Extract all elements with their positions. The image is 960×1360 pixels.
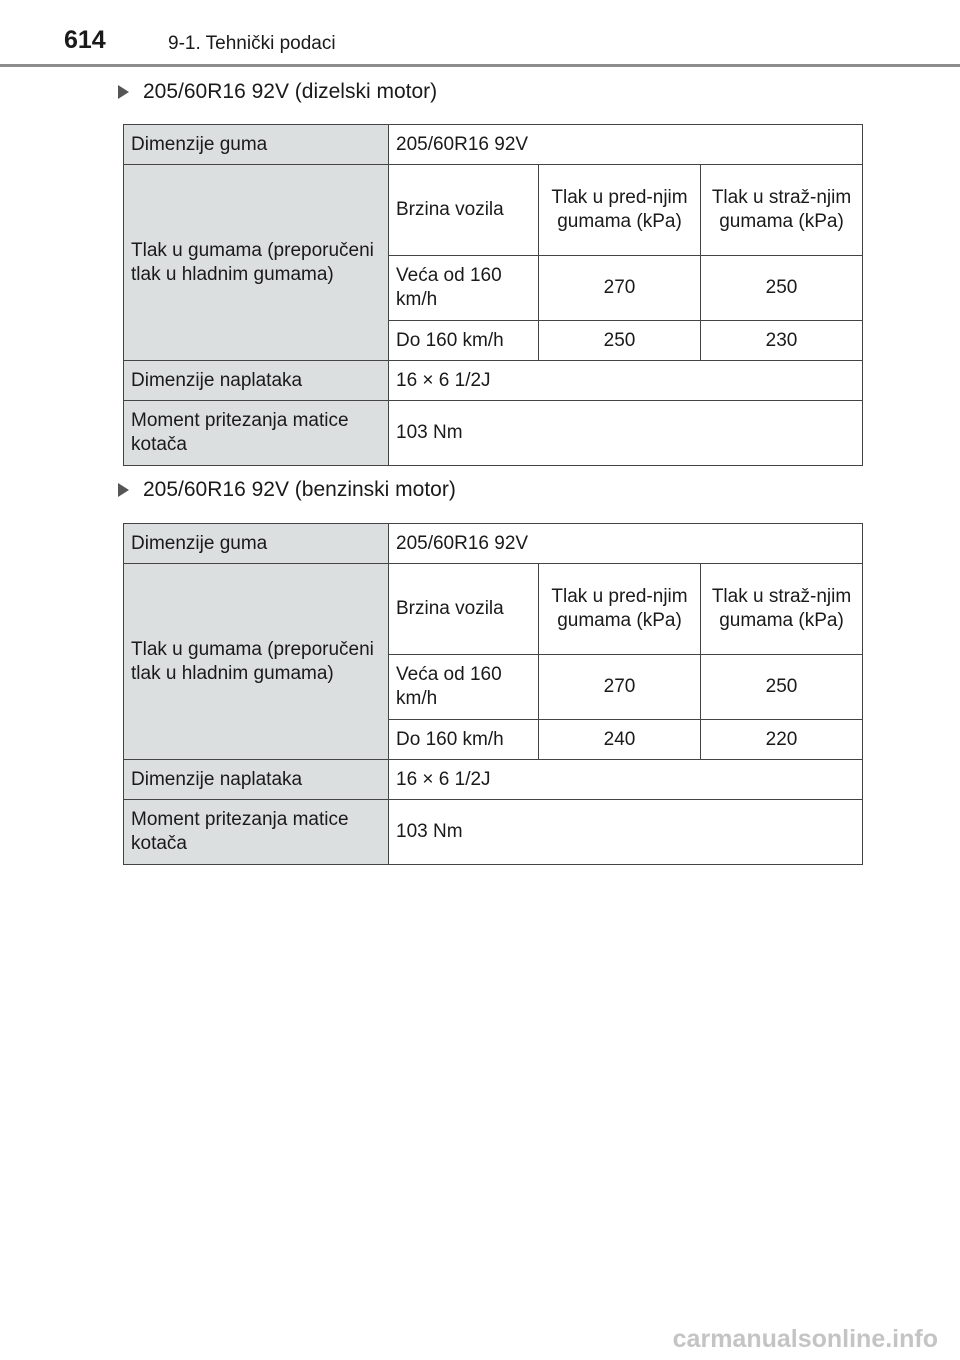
front-pressure-value: 270: [539, 256, 701, 321]
torque-label: Moment pritezanja matice kotača: [124, 800, 389, 865]
speed-value: Do 160 km/h: [389, 321, 539, 361]
header-divider: [0, 64, 960, 67]
rear-pressure-header: Tlak u straž-njim gumama (kPa): [701, 564, 863, 655]
tire-spec-table-petrol: [123, 523, 863, 865]
tire-size-label: Dimenzije guma: [124, 125, 389, 165]
rim-size-label: Dimenzije naplataka: [124, 361, 389, 401]
rear-pressure-value: 220: [701, 720, 863, 760]
table-heading-petrol: [118, 478, 456, 502]
table-row: [124, 361, 863, 401]
page-number: 614: [64, 26, 106, 54]
rim-size-value: 16 × 6 1/2J: [389, 760, 863, 800]
table-heading-text: 205/60R16 92V (benzinski motor): [143, 478, 456, 501]
table-row: [124, 760, 863, 800]
tire-size-value: 205/60R16 92V: [389, 125, 863, 165]
front-pressure-value: 270: [539, 655, 701, 720]
pressure-label: Tlak u gumama (preporučeni tlak u hladnim gumama): [124, 564, 389, 760]
rim-size-value: 16 × 6 1/2J: [389, 361, 863, 401]
torque-value: 103 Nm: [389, 800, 863, 865]
page-header: [0, 0, 960, 66]
front-pressure-header: Tlak u pred-njim gumama (kPa): [539, 165, 701, 256]
speed-header: Brzina vozila: [389, 564, 539, 655]
watermark-text: carmanualsonline.info: [672, 1325, 938, 1353]
table-row: [124, 800, 863, 865]
table-row: [124, 125, 863, 165]
rear-pressure-value: 250: [701, 256, 863, 321]
table-row: [124, 524, 863, 564]
rear-pressure-header: Tlak u straž-njim gumama (kPa): [701, 165, 863, 256]
speed-header: Brzina vozila: [389, 165, 539, 256]
speed-value: Veća od 160 km/h: [389, 655, 539, 720]
front-pressure-header: Tlak u pred-njim gumama (kPa): [539, 564, 701, 655]
table-row: [124, 564, 863, 655]
front-pressure-value: 250: [539, 321, 701, 361]
tire-size-label: Dimenzije guma: [124, 524, 389, 564]
table-heading-text: 205/60R16 92V (dizelski motor): [143, 80, 438, 103]
speed-value: Do 160 km/h: [389, 720, 539, 760]
rear-pressure-value: 250: [701, 655, 863, 720]
tire-size-value: 205/60R16 92V: [389, 524, 863, 564]
torque-label: Moment pritezanja matice kotača: [124, 401, 389, 466]
speed-value: Veća od 160 km/h: [389, 256, 539, 321]
triangle-bullet-icon: [118, 483, 129, 497]
pressure-label: Tlak u gumama (preporučeni tlak u hladnim gumama): [124, 165, 389, 361]
rear-pressure-value: 230: [701, 321, 863, 361]
tire-spec-table-diesel: [123, 124, 863, 466]
triangle-bullet-icon: [118, 85, 129, 99]
table-row: [124, 165, 863, 256]
rim-size-label: Dimenzije naplataka: [124, 760, 389, 800]
table-heading-diesel: [118, 80, 437, 104]
table-row: [124, 401, 863, 466]
torque-value: 103 Nm: [389, 401, 863, 466]
section-title: 9-1. Tehnički podaci: [168, 33, 336, 54]
front-pressure-value: 240: [539, 720, 701, 760]
